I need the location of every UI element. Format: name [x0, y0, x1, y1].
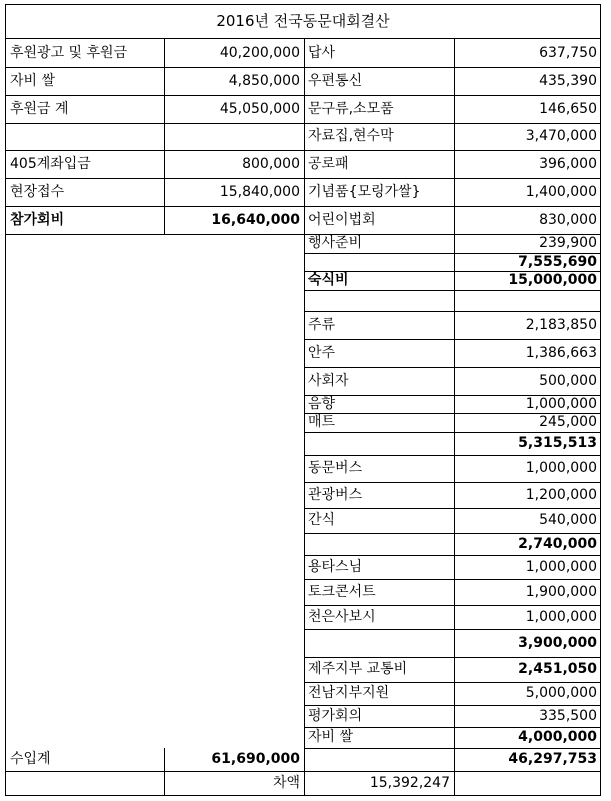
expense-label: 동문버스	[308, 460, 363, 476]
expense-amount: 1,000,000	[525, 396, 597, 412]
expense-label: 행사준비	[308, 235, 363, 251]
expense-total-value: 46,297,753	[508, 751, 597, 767]
income-amount: 16,640,000	[211, 212, 300, 228]
expense-amount: 1,200,000	[525, 487, 597, 503]
expense-label: 기념품{모링가쌀}	[308, 184, 421, 200]
income-amount: 45,050,000	[219, 101, 300, 117]
expense-amount: 3,470,000	[525, 128, 597, 144]
expense-amount: 146,650	[539, 101, 597, 117]
income-label: 현장접수	[10, 184, 65, 200]
expense-amount: 435,390	[539, 73, 597, 89]
col-line-middle	[304, 39, 305, 796]
expense-label	[304, 253, 454, 271]
expense-label	[304, 629, 454, 657]
income-label: 자비 쌀	[10, 73, 56, 89]
expense-label: 답사	[308, 45, 336, 61]
income-amount: 4,850,000	[228, 73, 300, 89]
expense-amount: 1,386,663	[525, 345, 597, 361]
diff-value: 15,392,247	[369, 775, 450, 791]
col-line-income	[164, 39, 165, 234]
expense-label: 자비 쌀	[308, 729, 354, 745]
expense-label: 자료집,현수막	[308, 128, 394, 144]
expense-label: 전남지부지원	[308, 685, 390, 701]
expense-label: 천은사보시	[308, 609, 376, 625]
expense-amount: 500,000	[539, 373, 597, 389]
expense-label: 음향	[308, 396, 336, 412]
income-amount: 40,200,000	[219, 45, 300, 61]
income-amount: 15,840,000	[219, 184, 300, 200]
diff-label: 차액	[272, 775, 300, 791]
expense-amount: 3,900,000	[518, 635, 597, 651]
expense-label: 문구류,소모품	[308, 101, 394, 117]
expense-label: 숙식비	[308, 272, 349, 288]
expense-amount: 2,451,050	[518, 661, 597, 677]
expense-label: 토크콘서트	[308, 584, 376, 600]
income-label: 참가회비	[10, 212, 65, 228]
income-amount	[164, 123, 304, 150]
expense-amount: 335,500	[539, 708, 597, 724]
expense-amount: 7,555,690	[518, 254, 597, 270]
settlement-sheet	[5, 4, 601, 796]
expense-label: 우편통신	[308, 73, 363, 89]
expense-label	[304, 533, 454, 555]
expense-amount: 5,000,000	[525, 685, 597, 701]
expense-label: 주류	[308, 317, 336, 333]
expense-amount: 239,900	[539, 235, 597, 251]
expense-amount: 1,000,000	[525, 559, 597, 575]
expense-label: 어린이법회	[308, 212, 376, 228]
expense-amount: 1,400,000	[525, 184, 597, 200]
expense-label: 간식	[308, 512, 336, 528]
income-label	[6, 123, 164, 150]
expense-amount: 15,000,000	[508, 272, 597, 288]
expense-label: 제주지부 교통비	[308, 661, 408, 677]
sheet-title: 2016년 전국동문대회결산	[6, 5, 600, 39]
income-label: 후원광고 및 후원금	[10, 45, 128, 61]
expense-amount: 2,740,000	[518, 536, 597, 552]
income-label: 후원금 계	[10, 101, 69, 117]
expense-amount: 245,000	[539, 414, 597, 430]
expense-label	[304, 432, 454, 455]
income-amount: 800,000	[242, 156, 300, 172]
expense-amount: 830,000	[539, 212, 597, 228]
expense-amount: 637,750	[539, 45, 597, 61]
col-line-amount	[454, 39, 455, 796]
expense-label	[304, 290, 454, 311]
expense-amount: 396,000	[539, 156, 597, 172]
expense-label: 안주	[308, 345, 336, 361]
income-total-value: 61,690,000	[211, 751, 300, 767]
expense-label: 평가회의	[308, 708, 363, 724]
income-row-line	[6, 234, 304, 235]
income-label: 405계좌입금	[10, 156, 91, 172]
expense-label: 관광버스	[308, 487, 363, 503]
expense-label: 용타스님	[308, 559, 363, 575]
expense-label: 사회자	[308, 373, 349, 389]
expense-amount: 4,000,000	[518, 729, 597, 745]
expense-amount	[454, 290, 601, 311]
expense-amount: 1,000,000	[525, 460, 597, 476]
expense-label: 공로패	[308, 156, 349, 172]
income-total-label: 수입계	[10, 751, 51, 767]
expense-label: 매트	[308, 414, 336, 430]
expense-amount: 1,000,000	[525, 609, 597, 625]
expense-amount: 2,183,850	[525, 317, 597, 333]
expense-amount: 540,000	[539, 512, 597, 528]
expense-amount: 1,900,000	[525, 584, 597, 600]
expense-amount: 5,315,513	[518, 435, 597, 451]
